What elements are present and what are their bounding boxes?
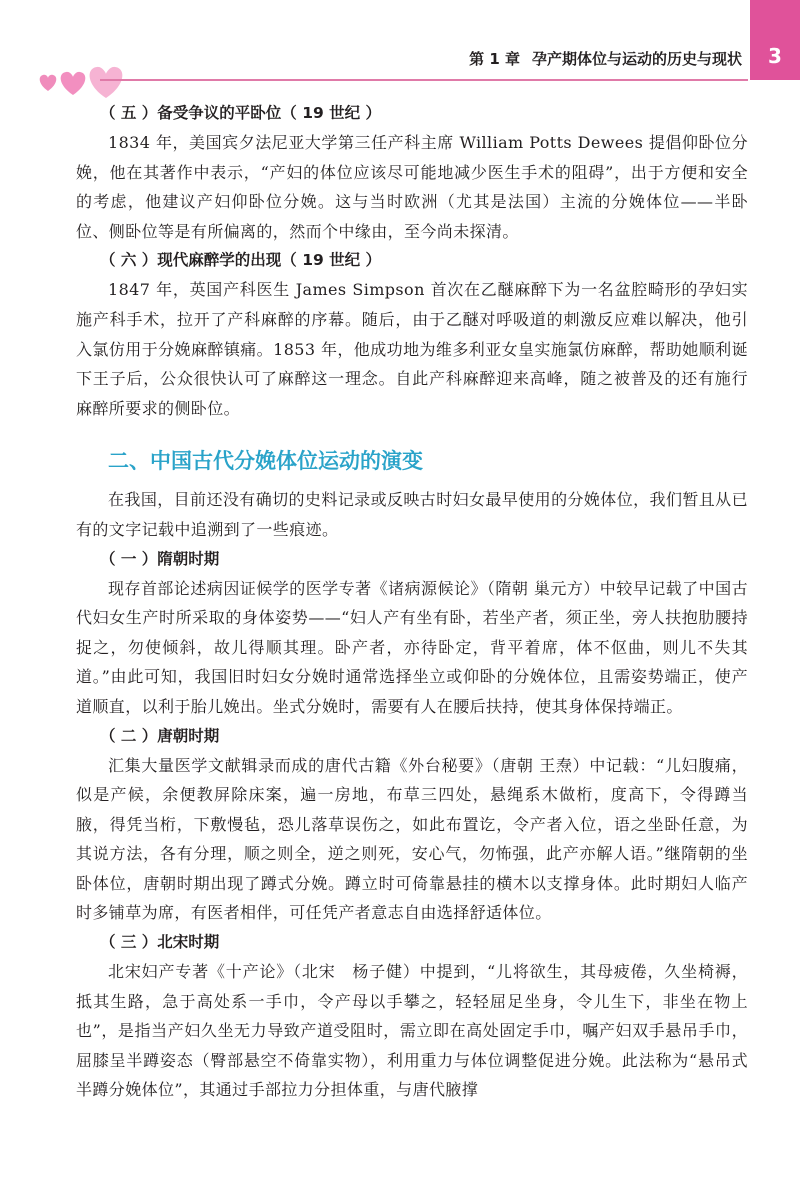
page-header (0, 0, 800, 92)
page-number: 3 (768, 44, 782, 68)
subheading: （ 二 ）唐朝时期 (100, 726, 220, 745)
chapter-number: 第 1 章 (469, 50, 520, 68)
chapter-title: 孕产期体位与运动的历史与现状 (531, 50, 742, 68)
hearts-decoration-icon (34, 64, 134, 98)
header-rule (100, 79, 748, 81)
subheading: （ 五 ）备受争议的平卧位（ 19 世纪 ） (100, 104, 382, 122)
paragraph: 汇集大量医学文献辑录而成的唐代古籍《外台秘要》（唐朝 王焘）中记载：“儿妇腹痛，似是产候，余便教屏除床案，遍一房地，布草三四处，悬绳系木做桁，度高下，令得蹲当腋，得凭当桁，下敷慢毡，恐儿落草误伤之，如此布置讫，令产者入位，语之坐卧任意，为其说方法，各有分理，顺之则全，逆之则死，安心气，勿怖强，此产亦解人语。”继隋朝的坐卧体位，唐朝时期出现了蹲式分娩。蹲立时可倚靠悬挂的横木以支撑身体。此时期妇人临产时多铺草为席，有医者相伴，可任凭产者意志自由选择舒适体位。 (76, 755, 748, 923)
page-number-tab (750, 0, 800, 80)
running-head (469, 48, 742, 69)
subheading: （ 三 ）北宋时期 (100, 933, 220, 952)
paragraph: 在我国，目前还没有确切的史料记录或反映古时妇女最早使用的分娩体位，我们暂且从已有的文字记载中追溯到了一些痕迹。 (76, 490, 748, 539)
paragraph: 1834 年，美国宾夕法尼亚大学第三任产科主席 William Potts Dewees 提倡仰卧位分娩，他在其著作中表示，“产妇的体位应该尽可能地减少医生手术的阻碍”，出于方便和安全的考虑，他建议产妇仰卧位分娩。这与当时欧洲（尤其是法国）主流的分娩体位——半卧位、侧卧位等是有所偏离的，然而个中缘由，至今尚未探清。 (76, 133, 748, 241)
subheading: （ 六 ）现代麻醉学的出现（ 19 世纪 ） (100, 251, 382, 270)
paragraph: 现存首部论述病因证候学的医学专著《诸病源候论》（隋朝 巢元方）中较早记载了中国古代妇女生产时所采取的身体姿势——“妇人产有坐有卧，若坐产者，须正坐，旁人扶抱肋腰持捉之，勿使倾斜，故儿得顺其理。卧产者，亦待卧定，背平着席，体不伛曲，则儿不失其道。”由此可知，我国旧时妇女分娩时通常选择坐立或仰卧的分娩体位，且需姿势端正，使产道顺直，以利于胎儿娩出。坐式分娩时，需要有人在腰后扶持，使其身体保持端正。 (76, 578, 748, 716)
paragraph: 北宋妇产专著《十产论》（北宋 杨子健）中提到，“儿将欲生，其母疲倦，久坐椅褥，抵其生路，急于高处系一手巾，令产母以手攀之，轻轻屈足坐身，令儿生下，非坐在物上也”，是指当产妇久坐无力导致产道受阻时，需立即在高处固定手巾，嘱产妇双手悬吊手巾，屈膝呈半蹲姿态（臀部悬空不倚靠实物），利用重力与体位调整促进分娩。此法称为“悬吊式半蹲分娩体位”，其通过手部拉力分担体重，与唐代腋撑 (76, 962, 748, 1100)
paragraph: 1847 年，英国产科医生 James Simpson 首次在乙醚麻醉下为一名盆腔畸形的孕妇实施产科手术，拉开了产科麻醉的序幕。随后，由于乙醚对呼吸道的刺激反应难以解决，他引入氯仿用于分娩麻醉镇痛。1853 年，他成功地为维多利亚女皇实施氯仿麻醉，帮助她顺利诞下王子后，公众很快认可了麻醉这一理念。自此产科麻醉迎来高峰，随之被普及的还有施行麻醉所要求的侧卧位。 (76, 280, 748, 418)
section-title: 二、中国古代分娩体位运动的演变 (108, 448, 423, 474)
page-body (76, 99, 748, 1105)
subheading: （ 一 ）隋朝时期 (100, 549, 220, 568)
